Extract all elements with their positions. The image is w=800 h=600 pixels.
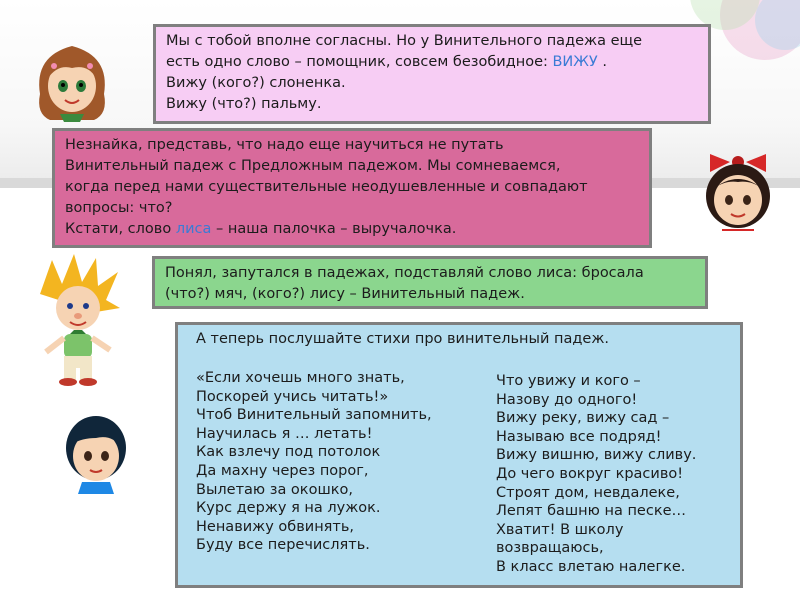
bubble2-line4: вопросы: что? [65, 200, 173, 216]
boy-dark-hair-avatar [60, 408, 132, 494]
poem-bubble [175, 322, 743, 588]
poem-intro: А теперь послушайте стихи про винительный падеж. [196, 331, 610, 347]
bubble1-line2: есть одно слово – помощник, совсем безобидное: ВИЖУ . [166, 54, 607, 70]
neznaika-character [30, 254, 126, 386]
bubble2-highlight: лиса [175, 221, 212, 237]
girl-brown-hair-avatar [30, 36, 114, 122]
poem-left-column: «Если хочешь много знать, Поскорей учись читать!» Чтоб Винительный запомнить, Научилась я … летать! Как взлечу под потолок Да махну через порог, Вылетаю за окошко, Курс держу я на лужок. Ненавижу обвинять, Буду все перечислять. [196, 370, 432, 554]
speech-bubble-girl [153, 24, 711, 124]
bubble2-line1: Незнайка, представь, что надо еще научиться не путать [65, 137, 504, 153]
bubble1-line3: Вижу (кого?) слоненка. [166, 75, 346, 91]
girl-red-bow-avatar [692, 140, 784, 236]
bubble1-highlight: ВИЖУ [552, 54, 598, 70]
speech-bubble-neznaika [152, 256, 708, 309]
bubble1-line4: Вижу (что?) пальму. [166, 96, 322, 112]
bubble1-line1: Мы с тобой вполне согласны. Но у Винительного падежа еще [166, 33, 643, 49]
poem-right-column: Что увижу и кого – Назову до одного! Вижу реку, вижу сад – Называю все подряд! Вижу вишню, вижу сливу. До чего вокруг красиво! Строят дом, невдалеке, Лепят башню на песке… Хватит! В школу возвращаюсь, В класс влетаю налегке. [496, 373, 697, 575]
bubble3-line1: Понял, запутался в падежах, подставляй слово лиса: бросала [165, 265, 644, 281]
bubble3-line2: (что?) мяч, (кого?) лису – Винительный падеж. [165, 286, 525, 302]
bubble2-line5: Кстати, слово лиса – наша палочка – выручалочка. [65, 221, 457, 237]
bubble2-line3: когда перед нами существительные неодушевленные и совпадают [65, 179, 588, 195]
speech-bubble-bow-girl [52, 128, 652, 248]
bubble2-line2: Винительный падеж с Предложным падежом. Мы сомневаемся, [65, 158, 561, 174]
